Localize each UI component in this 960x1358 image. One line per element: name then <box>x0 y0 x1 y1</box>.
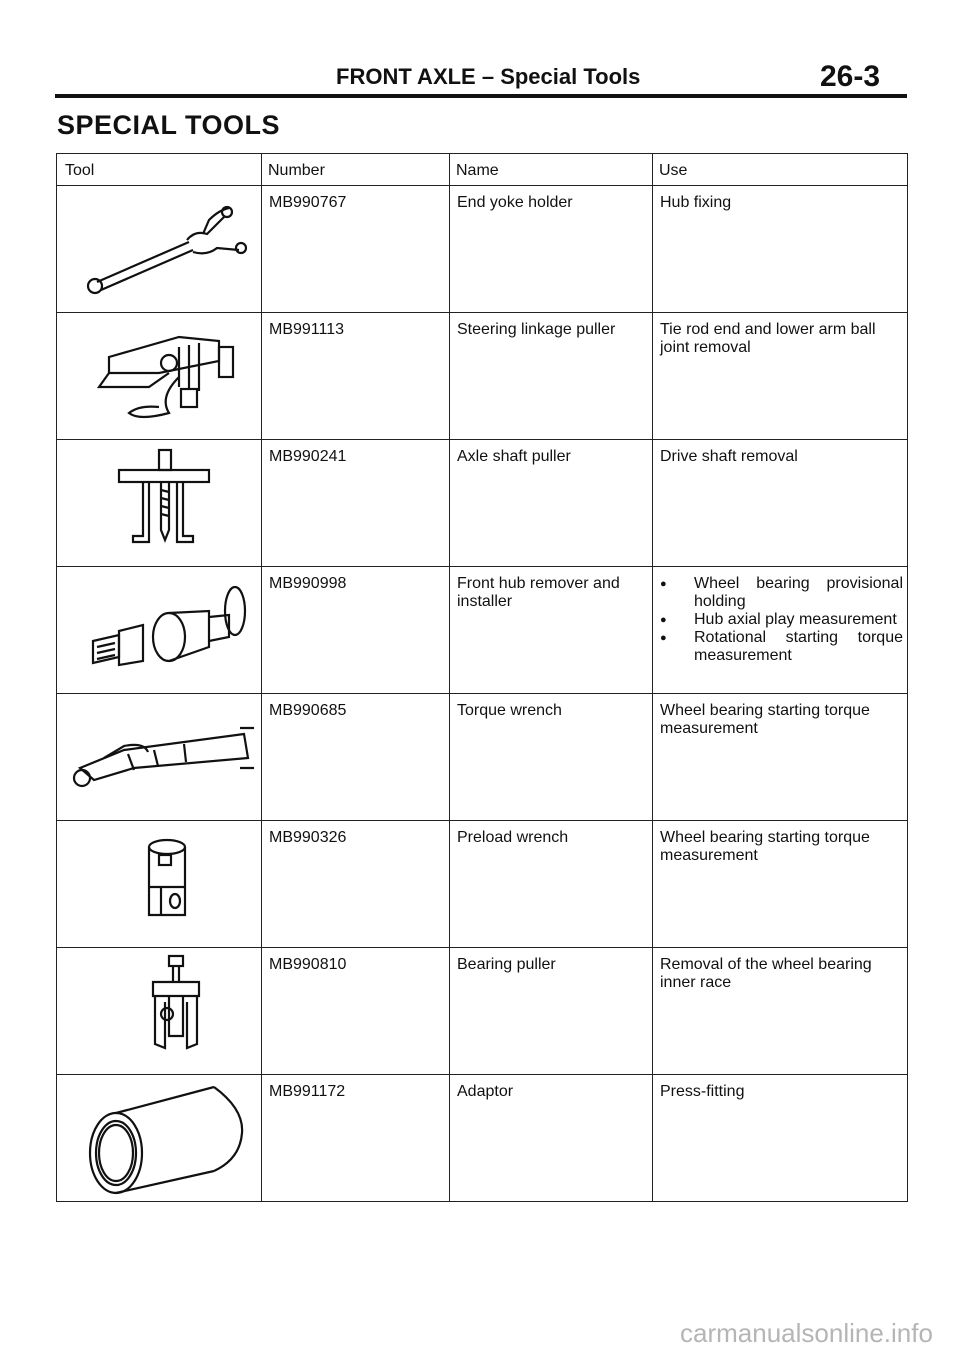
special-tools-table <box>56 153 908 1202</box>
tool-number: MB990685 <box>262 694 450 821</box>
page-number: 26-3 <box>820 60 881 93</box>
table-row <box>57 567 908 694</box>
use-list <box>660 575 903 665</box>
table-row <box>57 948 908 1075</box>
adaptor-icon <box>64 1079 254 1199</box>
table-header-row <box>57 154 908 186</box>
tool-number: MB990767 <box>262 186 450 313</box>
tool-number: MB991172 <box>262 1075 450 1202</box>
tool-name: Steering linkage puller <box>450 313 653 440</box>
tool-use: Press-fitting <box>653 1075 908 1202</box>
tool-use: Wheel bearing starting torque measurement <box>653 694 908 821</box>
use-list-item: ● Hub axial play measurement <box>660 611 903 629</box>
use-list-item: ● Wheel bearing provisional holding <box>660 575 903 611</box>
tool-name: Bearing puller <box>450 948 653 1075</box>
watermark: carmanualsonline.info <box>680 1318 933 1348</box>
tool-number: MB991113 <box>262 313 450 440</box>
steering-linkage-puller-icon <box>69 317 249 427</box>
tool-use: Removal of the wheel bearing inner race <box>653 948 908 1075</box>
tool-number: MB990241 <box>262 440 450 567</box>
table-row <box>57 1075 908 1202</box>
tool-name: Preload wrench <box>450 821 653 948</box>
front-hub-remover-icon <box>69 571 249 681</box>
tool-use <box>653 567 908 694</box>
end-yoke-holder-icon <box>69 190 249 300</box>
bearing-puller-icon <box>69 952 249 1062</box>
header-rule <box>55 94 907 98</box>
table-row <box>57 440 908 567</box>
page-header <box>0 60 960 100</box>
column-header-tool: Tool <box>57 154 262 186</box>
tool-number: MB990810 <box>262 948 450 1075</box>
tool-image-cell <box>57 1075 262 1202</box>
table-row <box>57 694 908 821</box>
tool-image-cell <box>57 440 262 567</box>
table-row <box>57 313 908 440</box>
use-list-item: ● Rotational starting torque measurement <box>660 629 903 665</box>
tool-use: Drive shaft removal <box>653 440 908 567</box>
tool-image-cell <box>57 694 262 821</box>
tool-name: Axle shaft puller <box>450 440 653 567</box>
axle-shaft-puller-icon <box>69 444 249 554</box>
column-header-use: Use <box>653 154 908 186</box>
tool-image-cell <box>57 313 262 440</box>
tool-number: MB990998 <box>262 567 450 694</box>
tool-image-cell <box>57 567 262 694</box>
preload-wrench-icon <box>69 825 249 935</box>
table-row <box>57 186 908 313</box>
header-title: FRONT AXLE – Special Tools <box>336 64 641 89</box>
column-header-name: Name <box>450 154 653 186</box>
tool-name: Torque wrench <box>450 694 653 821</box>
table-row <box>57 821 908 948</box>
tool-number: MB990326 <box>262 821 450 948</box>
tool-use: Tie rod end and lower arm ball joint removal <box>653 313 908 440</box>
tool-image-cell <box>57 186 262 313</box>
tool-name: End yoke holder <box>450 186 653 313</box>
torque-wrench-icon <box>64 698 254 808</box>
tool-use: Hub fixing <box>653 186 908 313</box>
section-title: SPECIAL TOOLS <box>57 110 281 140</box>
tool-use: Wheel bearing starting torque measurement <box>653 821 908 948</box>
tool-image-cell <box>57 948 262 1075</box>
tool-name: Front hub remover and installer <box>450 567 653 694</box>
tool-name: Adaptor <box>450 1075 653 1202</box>
column-header-number: Number <box>262 154 450 186</box>
tool-image-cell <box>57 821 262 948</box>
